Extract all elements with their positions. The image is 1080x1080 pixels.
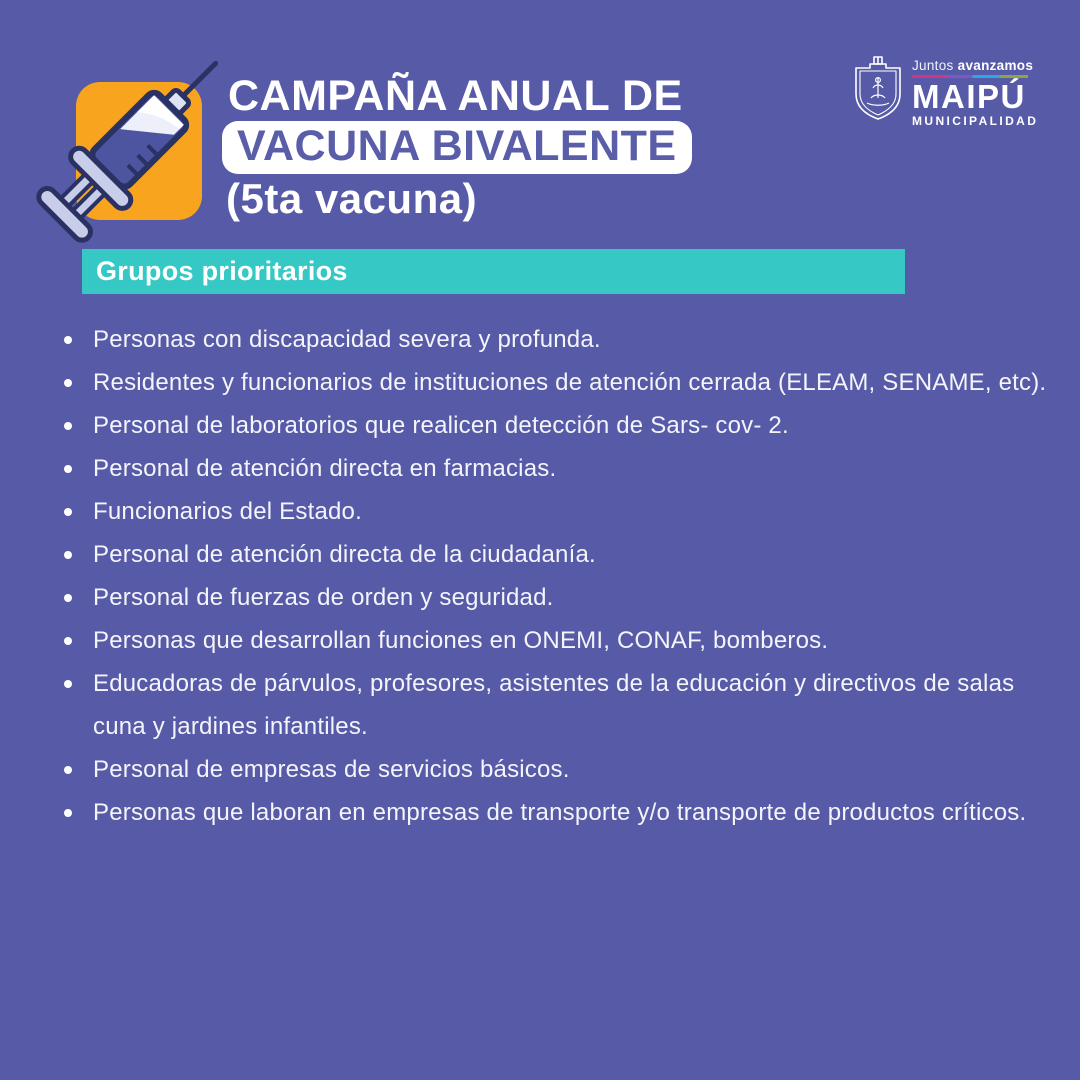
list-item-text: Personal de laboratorios que realicen detección de Sars- cov- 2. xyxy=(93,412,789,439)
list-item-text: Educadoras de párvulos, profesores, asistentes de la educación y directivos de salas cuna y jardines infantiles. xyxy=(93,670,1015,740)
list-item xyxy=(55,619,1047,662)
logo-city-name: MAIPÚ xyxy=(912,78,1026,115)
bullet-icon xyxy=(64,594,72,602)
logo-subtitle: MUNICIPALIDAD xyxy=(912,114,1039,128)
list-item xyxy=(55,576,1047,619)
bullet-icon xyxy=(64,766,72,774)
bullet-icon xyxy=(64,336,72,344)
bullet-icon xyxy=(64,637,72,645)
bullet-icon xyxy=(64,465,72,473)
section-title: Grupos prioritarios xyxy=(96,256,348,286)
list-item xyxy=(55,318,1047,361)
list-item-text: Funcionarios del Estado. xyxy=(93,498,362,525)
coat-of-arms-icon xyxy=(853,56,903,122)
title-line-1: CAMPAÑA ANUAL DE xyxy=(228,72,683,120)
priority-groups-list xyxy=(55,318,1047,834)
title-highlight-box xyxy=(222,121,692,174)
list-item xyxy=(55,490,1047,533)
list-item-text: Personas que desarrollan funciones en ONEMI, CONAF, bomberos. xyxy=(93,627,829,654)
list-item xyxy=(55,791,1047,834)
logo-tagline xyxy=(912,59,1038,73)
list-item xyxy=(55,404,1047,447)
bullet-icon xyxy=(64,508,72,516)
list-item xyxy=(55,447,1047,490)
list-item-text: Personal de fuerzas de orden y seguridad. xyxy=(93,584,554,611)
title-line-3: (5ta vacuna) xyxy=(226,175,478,222)
municipality-logo xyxy=(853,56,1038,128)
title-line-2: VACUNA BIVALENTE xyxy=(237,122,677,170)
list-item-text: Personas con discapacidad severa y profunda. xyxy=(93,326,601,353)
bullet-icon xyxy=(64,551,72,559)
list-item xyxy=(55,748,1047,791)
campaign-title xyxy=(222,73,692,222)
list-item-text: Residentes y funcionarios de instituciones de atención cerrada (ELEAM, SENAME, etc). xyxy=(93,369,1047,396)
list-item-text: Personal de empresas de servicios básicos. xyxy=(93,756,570,783)
list-item-text: Personal de atención directa en farmacias. xyxy=(93,455,557,482)
bullet-icon xyxy=(64,809,72,817)
syringe-icon xyxy=(22,28,252,258)
list-item xyxy=(55,662,1047,748)
list-item-text: Personal de atención directa de la ciudadanía. xyxy=(93,541,596,568)
logo-text xyxy=(912,56,1038,128)
tagline-bold: avanzamos xyxy=(957,58,1034,73)
section-banner xyxy=(82,249,905,294)
list-item xyxy=(55,533,1047,576)
list-item xyxy=(55,361,1047,404)
bullet-icon xyxy=(64,680,72,688)
bullet-icon xyxy=(64,379,72,387)
tagline-regular: Juntos xyxy=(912,58,954,73)
list-item-text: Personas que laboran en empresas de transporte y/o transporte de productos críticos. xyxy=(93,799,1027,826)
bullet-icon xyxy=(64,422,72,430)
